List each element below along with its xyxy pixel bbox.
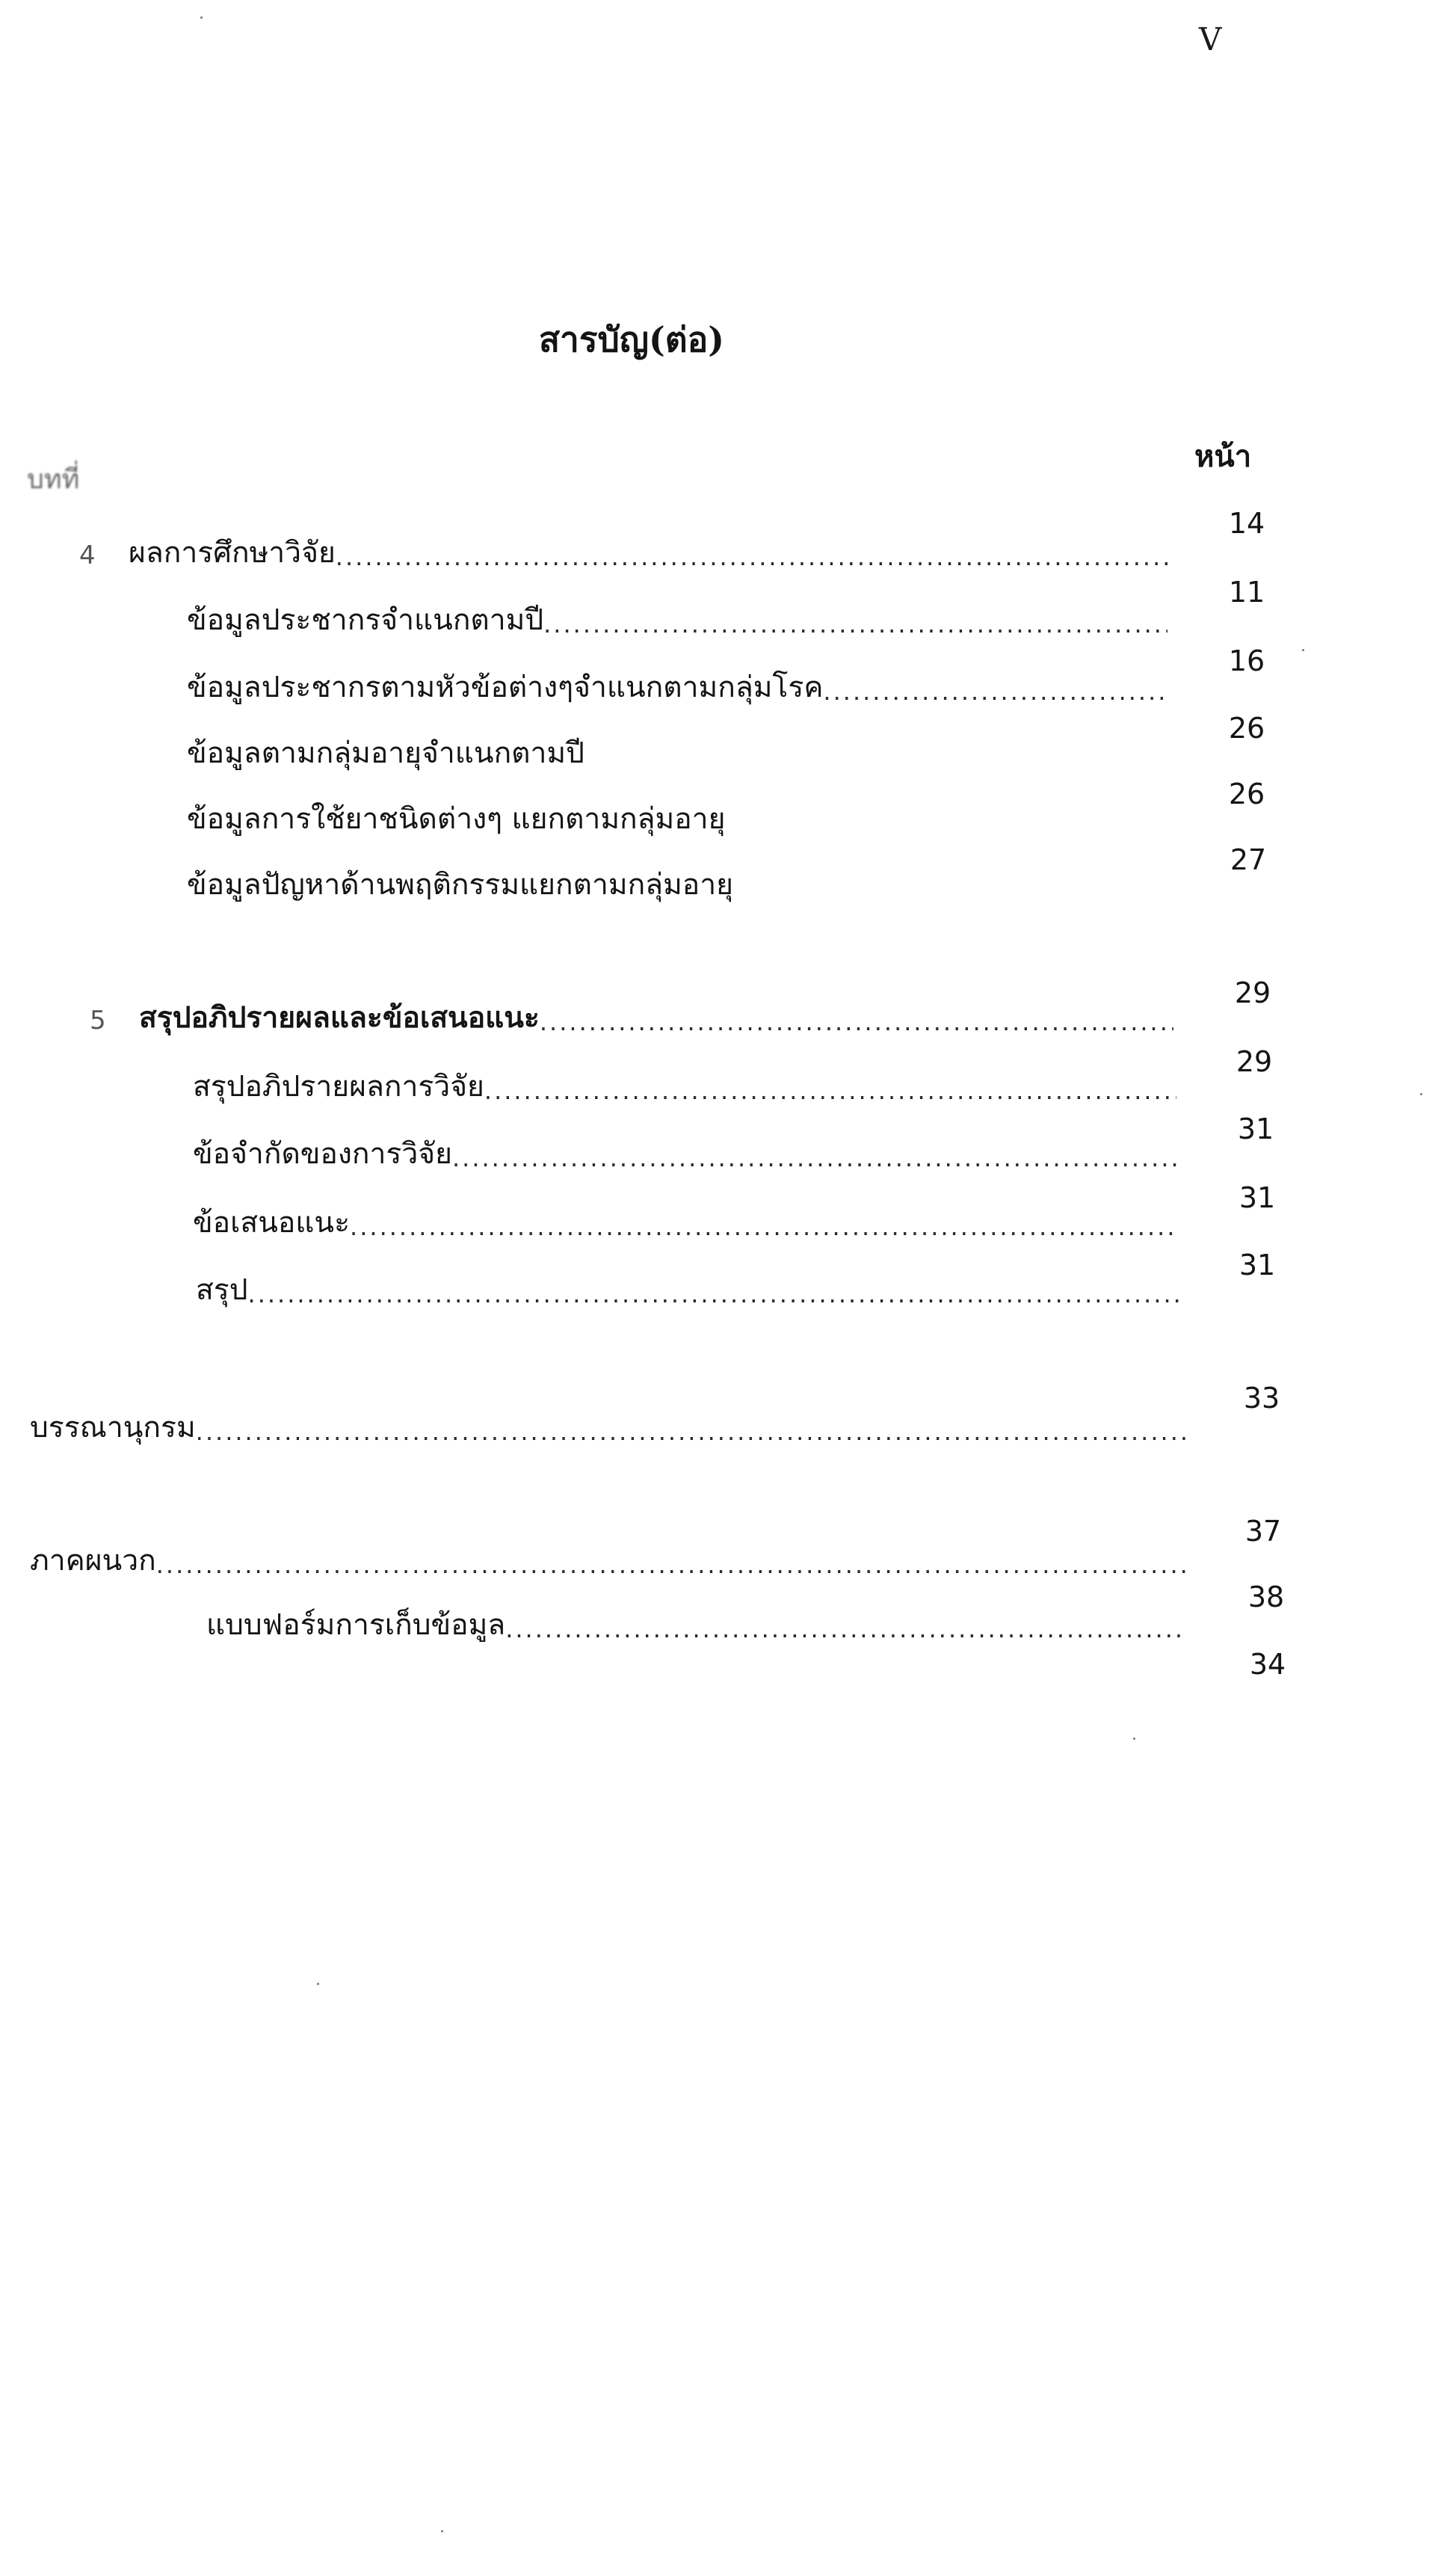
dot-leader bbox=[196, 1418, 1187, 1446]
toc-entry-label: แบบฟอร์มการเก็บข้อมูล bbox=[206, 1608, 506, 1643]
toc-entry bbox=[196, 1261, 1179, 1308]
toc-entry-chapter-5 bbox=[90, 988, 1173, 1036]
dot-leader bbox=[248, 1280, 1179, 1308]
dot-leader bbox=[540, 1008, 1173, 1036]
toc-entry-label: สรุป bbox=[196, 1273, 248, 1308]
toc-entry bbox=[193, 1193, 1178, 1241]
toc-entry-page: 31 bbox=[1238, 1181, 1276, 1214]
chapter-column-header: บทที่ bbox=[27, 464, 80, 495]
toc-entry-label: ข้อมูลการใช้ยาชนิดต่างๆ แยกตามกลุ่มอายุ bbox=[187, 802, 726, 837]
toc-entry-label: ข้อจำกัดของการวิจัย bbox=[193, 1137, 452, 1172]
chapter-number: 4 bbox=[79, 541, 96, 571]
toc-entry-page: 29 bbox=[1234, 976, 1271, 1009]
toc-entry-page: 27 bbox=[1230, 843, 1267, 876]
toc-entry-label: ผลการศึกษาวิจัย bbox=[129, 536, 336, 570]
toc-entry-page: 26 bbox=[1228, 712, 1265, 745]
toc-entry-label: ข้อมูลประชากรตามหัวข้อต่างๆจำแนกตามกลุ่มโรค bbox=[187, 671, 824, 705]
toc-entry-label: สรุปอภิปรายผลและข้อเสนอแนะ bbox=[139, 1001, 540, 1036]
toc-entry-page: 16 bbox=[1228, 644, 1265, 677]
toc-entry-label: ข้อเสนอแนะ bbox=[193, 1206, 351, 1240]
toc-entry bbox=[187, 658, 1167, 706]
scan-speck bbox=[1133, 1738, 1135, 1740]
toc-entry-page: 37 bbox=[1244, 1515, 1282, 1548]
toc-entry-page: 11 bbox=[1228, 576, 1265, 609]
toc-entry-page: 26 bbox=[1228, 778, 1265, 810]
toc-entry-page: 38 bbox=[1247, 1581, 1285, 1613]
toc-entry bbox=[187, 855, 1167, 903]
dot-leader bbox=[452, 1144, 1178, 1172]
scan-speck bbox=[441, 2530, 443, 2532]
page-title: สารบัญ(ต่อ) bbox=[538, 319, 725, 360]
page-column-header: หน้า bbox=[1194, 440, 1252, 474]
toc-entry-bibliography bbox=[30, 1398, 1187, 1446]
toc-entry bbox=[187, 790, 1167, 837]
toc-entry bbox=[187, 724, 1167, 772]
dot-leader bbox=[823, 677, 1167, 706]
toc-entry bbox=[193, 1057, 1176, 1105]
toc-entry-page: 14 bbox=[1228, 507, 1265, 540]
toc-entry-chapter-4 bbox=[79, 523, 1172, 571]
toc-entry-page: 33 bbox=[1243, 1382, 1280, 1415]
dot-leader bbox=[336, 543, 1172, 571]
toc-entry-page: 31 bbox=[1237, 1113, 1274, 1145]
toc-entry-label: ข้อมูลตามกลุ่มอายุจำแนกตามปี bbox=[187, 736, 584, 771]
toc-entry-label: สรุปอภิปรายผลการวิจัย bbox=[193, 1070, 484, 1104]
dot-leader bbox=[350, 1213, 1178, 1241]
toc-entry-label: ข้อมูลปัญหาด้านพฤติกรรมแยกตามกลุ่มอายุ bbox=[187, 868, 733, 902]
dot-leader bbox=[543, 610, 1167, 638]
toc-entry-label: ข้อมูลประชากรจำแนกตามปี bbox=[187, 603, 544, 638]
page-number: V bbox=[1199, 21, 1222, 58]
toc-entry bbox=[187, 591, 1167, 638]
toc-entry-page: 31 bbox=[1238, 1249, 1276, 1281]
toc-entry bbox=[206, 1596, 1185, 1643]
chapter-number: 5 bbox=[90, 1006, 106, 1036]
toc-entry bbox=[193, 1124, 1178, 1172]
toc-entry-label: บรรณานุกรม bbox=[30, 1411, 196, 1445]
toc-entry-page: 29 bbox=[1236, 1045, 1273, 1078]
dot-leader bbox=[156, 1551, 1185, 1579]
dot-leader bbox=[484, 1077, 1176, 1105]
toc-entry-appendix bbox=[30, 1531, 1185, 1579]
scan-speck bbox=[317, 1983, 319, 1985]
scan-speck bbox=[1302, 649, 1304, 651]
scan-speck bbox=[200, 16, 203, 19]
toc-entry-label: ภาคผนวก bbox=[30, 1544, 156, 1578]
dot-leader bbox=[505, 1615, 1185, 1643]
scan-speck bbox=[1420, 1093, 1422, 1095]
trailing-page-number: 34 bbox=[1249, 1648, 1286, 1681]
